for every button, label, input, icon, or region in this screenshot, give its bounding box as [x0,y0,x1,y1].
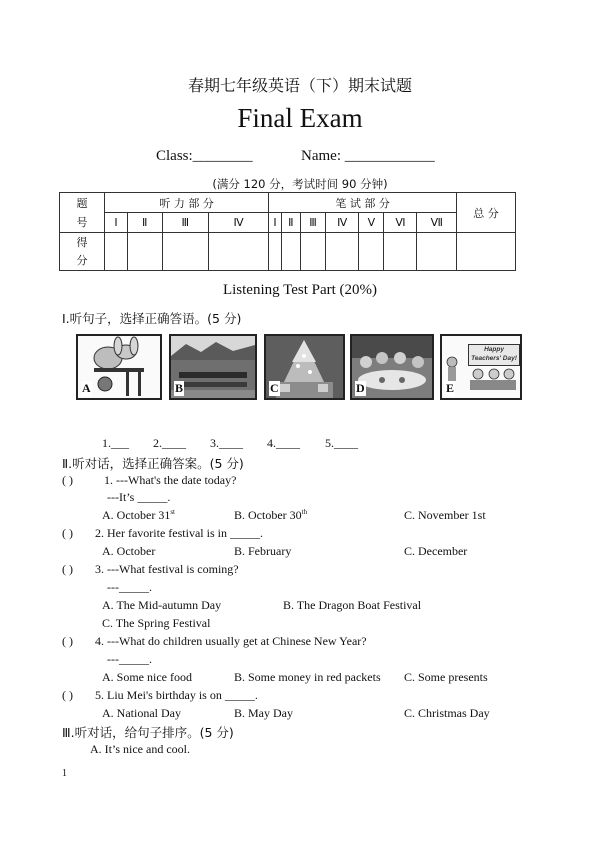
question-3-reply: ---_____. [107,580,152,594]
picture-label: E [446,381,455,395]
q5-option-c: C. Christmas Day [404,706,490,720]
q4-option-c: C. Some presents [404,670,488,684]
answer-blank-4[interactable]: 4.____ [267,436,300,450]
listening-col: Ⅱ [127,213,162,233]
q4-option-b: B. Some money in red packets [234,670,381,684]
writing-part-header: 笔 试 部 分 [269,193,457,213]
listening-col: Ⅰ [105,213,128,233]
section-3-item-a: A. It’s nice and cool. [90,742,190,756]
q4-option-a: A. Some nice food [102,670,192,684]
question-2: 2. Her favorite festival is in _____. [95,526,263,540]
question-5: 5. Liu Mei's birthday is on _____. [95,688,258,702]
total-score-cell[interactable] [457,233,516,271]
answer-blank-2[interactable]: 2.____ [153,436,186,450]
writing-col: Ⅶ [417,213,457,233]
q3-option-b: B. The Dragon Boat Festival [283,598,422,612]
picture-a [76,334,162,400]
picture-e [440,334,522,400]
picture-label: B [175,381,184,395]
score-cell[interactable] [384,233,417,271]
question-4: 4. ---What do children usually get at Chinese New Year? [95,634,367,648]
score-table [59,192,516,271]
exam-note: (满分 120 分，考试时间 90 分钟) [212,177,388,191]
score-cell[interactable] [127,233,162,271]
score-cell[interactable] [269,233,282,271]
picture-d [350,334,434,400]
listening-col: Ⅳ [208,213,268,233]
q3-option-a: A. The Mid-autumn Day [102,598,222,612]
q2-option-b: B. February [234,544,292,558]
section-1-title: Ⅰ.听句子，选择正确答语。(5 分) [62,311,242,326]
question-4-reply: ---_____. [107,652,152,666]
writing-col: Ⅱ [281,213,300,233]
answer-bracket[interactable]: ( ) [62,473,73,487]
teachers-day-poster: Happy Teachers' Day! [468,344,520,366]
answer-bracket[interactable]: ( ) [62,562,73,576]
writing-col: Ⅳ [326,213,359,233]
answer-blank-1[interactable]: 1.___ [102,436,129,450]
picture-label: A [82,381,91,395]
q3-option-c: C. The Spring Festival [102,616,211,630]
question-1-reply: ---It’s _____. [107,490,171,504]
writing-col: Ⅲ [300,213,325,233]
picture-label: C [270,381,279,395]
score-cell[interactable] [417,233,457,271]
score-cell[interactable] [359,233,384,271]
picture-b [169,334,257,400]
page-number: 1 [62,768,67,779]
listening-part-header: 听 力 部 分 [105,193,269,213]
question-1: 1. ---What's the date today? [104,473,237,487]
score-cell[interactable] [162,233,208,271]
writing-col: Ⅴ [359,213,384,233]
q2-option-c: C. December [404,544,468,558]
name-field: Name: ____________ [301,148,435,164]
score-cell[interactable] [300,233,325,271]
q5-option-a: A. National Day [102,706,181,720]
section-2-title: Ⅱ.听对话，选择正确答案。(5 分) [62,456,244,471]
q1-option-c: C. November 1st [404,508,486,522]
total-score-header: 总 分 [457,193,516,233]
q2-option-a: A. October [102,544,156,558]
q1-option-a: A. October 31st [102,508,175,522]
section-3-title: Ⅲ.听对话，给句子排序。(5 分) [62,725,234,740]
writing-col: Ⅰ [269,213,282,233]
row-label-score: 得分 [60,233,105,271]
answer-bracket[interactable]: ( ) [62,634,73,648]
score-cell[interactable] [105,233,128,271]
q1-option-b: B. October 30th [234,508,308,522]
answer-bracket[interactable]: ( ) [62,526,73,540]
exam-english-title: Final Exam [237,103,363,133]
q5-option-b: B. May Day [234,706,293,720]
score-cell[interactable] [208,233,268,271]
score-cell[interactable] [326,233,359,271]
score-cell[interactable] [281,233,300,271]
writing-col: Ⅵ [384,213,417,233]
exam-chinese-title: 春期七年级英语（下）期末试题 [187,76,412,95]
row-label-question-number: 题号 [60,193,105,233]
question-3: 3. ---What festival is coming? [95,562,239,576]
picture-label: D [356,381,365,395]
answer-blank-3[interactable]: 3.____ [210,436,243,450]
answer-blank-5[interactable]: 5.____ [325,436,358,450]
listening-part-heading: Listening Test Part (20%) [222,282,378,298]
picture-c [264,334,345,400]
answer-bracket[interactable]: ( ) [62,688,73,702]
class-field: Class:________ [156,148,253,164]
listening-col: Ⅲ [162,213,208,233]
